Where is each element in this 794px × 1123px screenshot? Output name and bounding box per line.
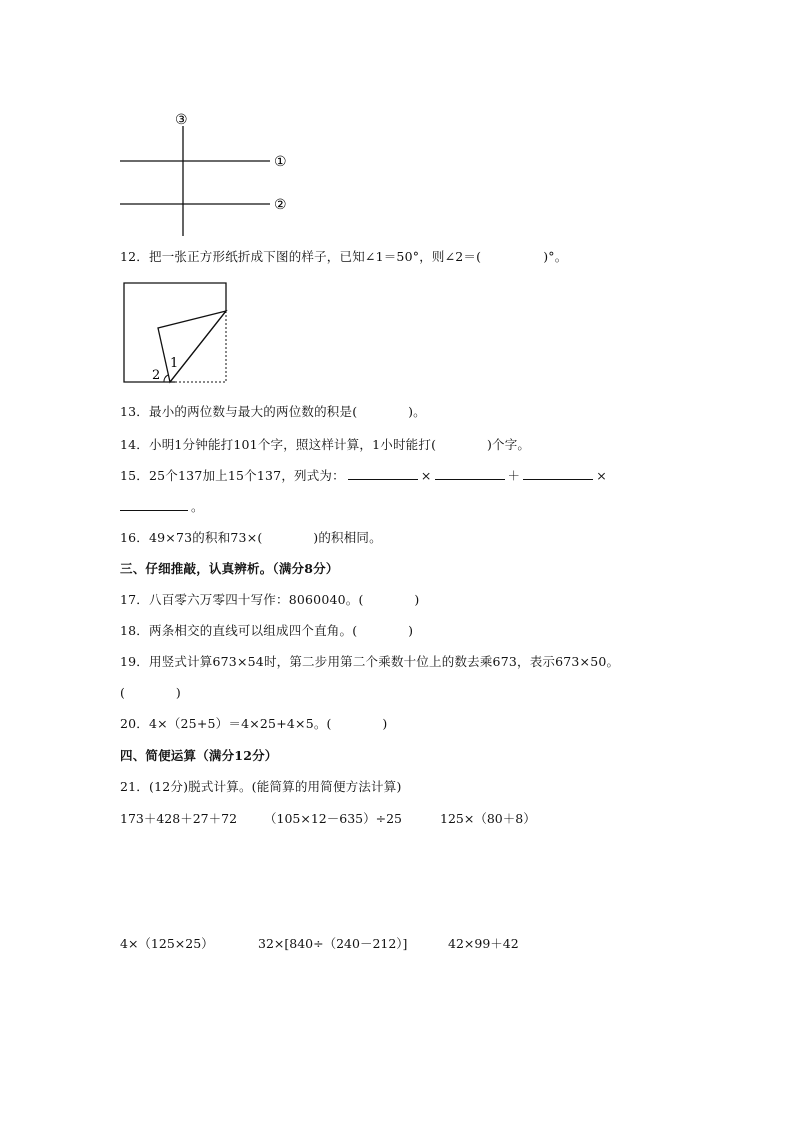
expression-4: 4×（125×25） [120, 936, 214, 951]
folded-square-figure [120, 279, 232, 385]
question-12-end: )°。 [543, 249, 568, 264]
blank-4[interactable] [120, 499, 188, 511]
question-15-text: 15．25个137加上15个137，列式为： [120, 468, 345, 483]
question-20: 20．4×（25+5）＝4×25+4×5。( ) [120, 716, 388, 731]
blank-3[interactable] [523, 468, 593, 480]
section-3-heading: 三、仔细推敲，认真辨析。（满分8分） [120, 561, 339, 576]
angle-label-1: 1 [170, 356, 179, 371]
question-12-text: 12．把一张正方形纸折成下图的样子，已知∠1＝50°，则∠2＝( [120, 249, 482, 264]
blank-1[interactable] [348, 468, 418, 480]
question-14: 14．小明1分钟能打101个字，照这样计算，1小时能打( )个字。 [120, 437, 531, 452]
expression-2: （105×12－635）÷25 [264, 811, 402, 826]
expression-1: 173＋428＋27＋72 [120, 811, 238, 826]
question-19: 19．用竖式计算673×54时，第二步用第二个乘数十位上的数去乘673，表示673×50。 [120, 654, 620, 669]
expression-3: 125×（80＋8） [440, 811, 536, 826]
question-12 [120, 249, 567, 265]
question-19-answer: ( ) [120, 685, 181, 700]
angle-arc [164, 375, 168, 382]
line-label-3: ③ [175, 112, 188, 128]
section-4-heading: 四、简便运算（满分12分） [120, 748, 278, 763]
times-sign-1: × [420, 468, 432, 483]
line-label-2: ② [274, 197, 287, 213]
angle-label-2: 2 [152, 368, 161, 383]
question-15-line2 [120, 499, 204, 515]
expression-6: 42×99＋42 [448, 936, 519, 951]
question-18: 18．两条相交的直线可以组成四个直角。( ) [120, 623, 414, 638]
question-17: 17．八百零六万零四十写作：8060040。( ) [120, 592, 420, 607]
question-15 [120, 468, 607, 484]
folded-triangle [158, 311, 226, 382]
question-21-title: 21．(12分)脱式计算。(能简算的用简便方法计算) [120, 779, 402, 794]
question-13: 13．最小的两位数与最大的两位数的积是( )。 [120, 404, 426, 419]
fold-line [170, 311, 226, 382]
question-15-end: 。 [191, 499, 204, 514]
line-label-1: ① [274, 154, 287, 170]
times-sign-2: × [596, 468, 607, 483]
question-16: 16．49×73的积和73×( )的积相同。 [120, 530, 382, 545]
plus-sign: ＋ [507, 468, 521, 483]
line-figure [118, 108, 308, 238]
blank-2[interactable] [435, 468, 505, 480]
expression-5: 32×[840÷（240－212）] [258, 936, 408, 951]
